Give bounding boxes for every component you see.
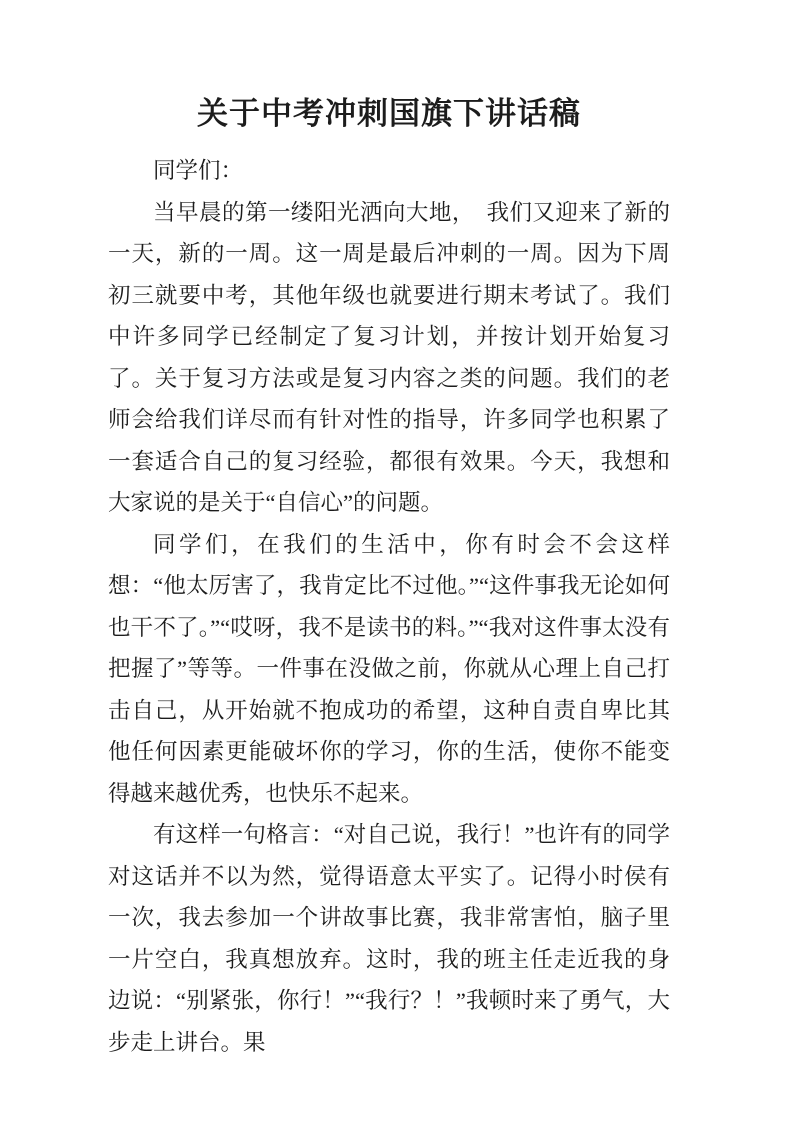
- paragraph-body-2: 同学们，在我们的生活中，你有时会不会这样想：“他太厉害了，我肯定比不过他。”“这件事我无论如何也干不了。”“哎呀，我不是读书的料。”“我对这件事太没有把握了”等等。一件事在没做之前，你就从心理上自己打击自己，从开始就不抱成功的希望，这种自责自卑比其他任何因素更能破坏你的学习，你的生活，使你不能变得越来越优秀，也快乐不起来。: [108, 531, 670, 806]
- document-body: [108, 150, 670, 1063]
- paragraph-body-3: 有这样一句格言：“对自己说，我行！”也许有的同学对这话并不以为然，觉得语意太平实了。记得小时侯有一次，我去参加一个讲故事比赛，我非常害怕，脑子里一片空白，我真想放弃。这时，我的班主任走近我的身边说：“别紧张，你行！”“我行？！”我顿时来了勇气，大步走上讲台。果: [108, 822, 670, 1055]
- paragraph-body-1: 当早晨的第一缕阳光洒向大地， 我们又迎来了新的一天，新的一周。这一周是最后冲刺的一周。因为下周初三就要中考，其他年级也就要进行期末考试了。我们中许多同学已经制定了复习计划，并按计划开始复习了。关于复习方法或是复习内容之类的问题。我们的老师会给我们详尽而有针对性的指导，许多同学也积累了一套适合自己的复习经验，都很有效果。今天，我想和大家说的是关于“自信心”的问题。: [108, 199, 670, 515]
- document-title: 关于中考冲刺国旗下讲话稿: [197, 96, 581, 131]
- paragraph-salutation: 同学们：: [153, 158, 244, 183]
